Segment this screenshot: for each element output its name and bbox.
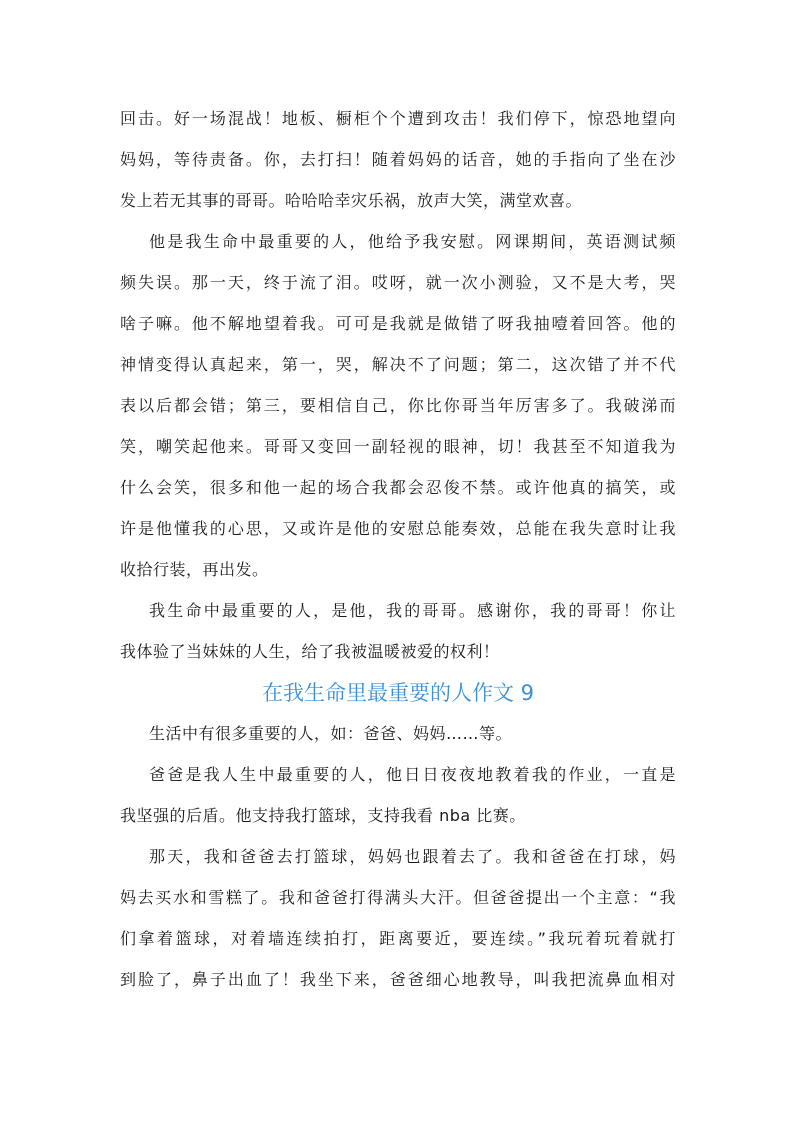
text-line: 频失误。那一天，终于流了泪。哎呀，就一次小测验，又不是大考，哭 — [120, 273, 676, 292]
paragraph-3 — [120, 590, 676, 672]
text-line: 笑，嘲笑起他来。哥哥又变回一副轻视的眼神，切！我甚至不知道我为 — [120, 437, 676, 456]
text-line: 收拾行装，再出发。 — [120, 560, 269, 579]
section-heading: 在我生命里最重要的人作文 9 — [261, 681, 535, 705]
text-line: 到脸了，鼻子出血了！我坐下来，爸爸细心地教导，叫我把流鼻血相对 — [120, 970, 676, 989]
document-body — [120, 98, 676, 1000]
text-line: 他是我生命中最重要的人，他给予我安慰。网课期间，英语测试频 — [149, 232, 676, 251]
text-line: 我体验了当妹妹的人生，给了我被温暖被爱的权利！ — [120, 642, 500, 661]
text-line: 发上若无其事的哥哥。哈哈哈幸灾乐祸，放声大笑，满堂欢喜。 — [120, 191, 583, 210]
text-line: 神情变得认真起来，第一，哭，解决不了问题；第二，这次错了并不代 — [120, 355, 676, 374]
paragraph-6 — [120, 836, 676, 1000]
text-line: 表以后都会错；第三，要相信自己，你比你哥当年厉害多了。我破涕而 — [120, 396, 676, 415]
text-line: 什么会笑，很多和他一起的场合我都会忍俊不禁。或许他真的搞笑，或 — [120, 478, 676, 497]
text-line: 那天，我和爸爸去打篮球，妈妈也跟着去了。我和爸爸在打球，妈 — [149, 847, 676, 866]
text-line: 我坚强的后盾。他支持我打篮球，支持我看 nba 比赛。 — [120, 806, 526, 825]
text-line: 们拿着篮球，对着墙连续拍打，距离要近，要连续。”我玩着玩着就打 — [120, 929, 676, 948]
text-line: 妈妈，等待责备。你，去打扫！随着妈妈的话音，她的手指向了坐在沙 — [120, 150, 676, 169]
paragraph-2 — [120, 221, 676, 590]
text-line: 妈去买水和雪糕了。我和爸爸打得满头大汗。但爸爸提出一个主意：“我 — [120, 888, 676, 907]
text-line: 爸爸是我人生中最重要的人，他日日夜夜地教着我的作业，一直是 — [149, 765, 676, 784]
text-line: 回击。好一场混战！地板、橱柜个个遭到攻击！我们停下，惊恐地望向 — [120, 109, 676, 128]
text-line: 啥子嘛。他不解地望着我。可可是我就是做错了呀我抽噎着回答。他的 — [120, 314, 676, 333]
paragraph-5 — [120, 754, 676, 836]
paragraph-4 — [120, 713, 676, 754]
text-line: 许是他懂我的心思，又或许是他的安慰总能奏效，总能在我失意时让我 — [120, 519, 676, 538]
paragraph-1 — [120, 98, 676, 221]
text-line: 生活中有很多重要的人，如：爸爸、妈妈……等。 — [149, 724, 513, 743]
text-line: 我生命中最重要的人，是他，我的哥哥。感谢你，我的哥哥！你让 — [149, 601, 676, 620]
